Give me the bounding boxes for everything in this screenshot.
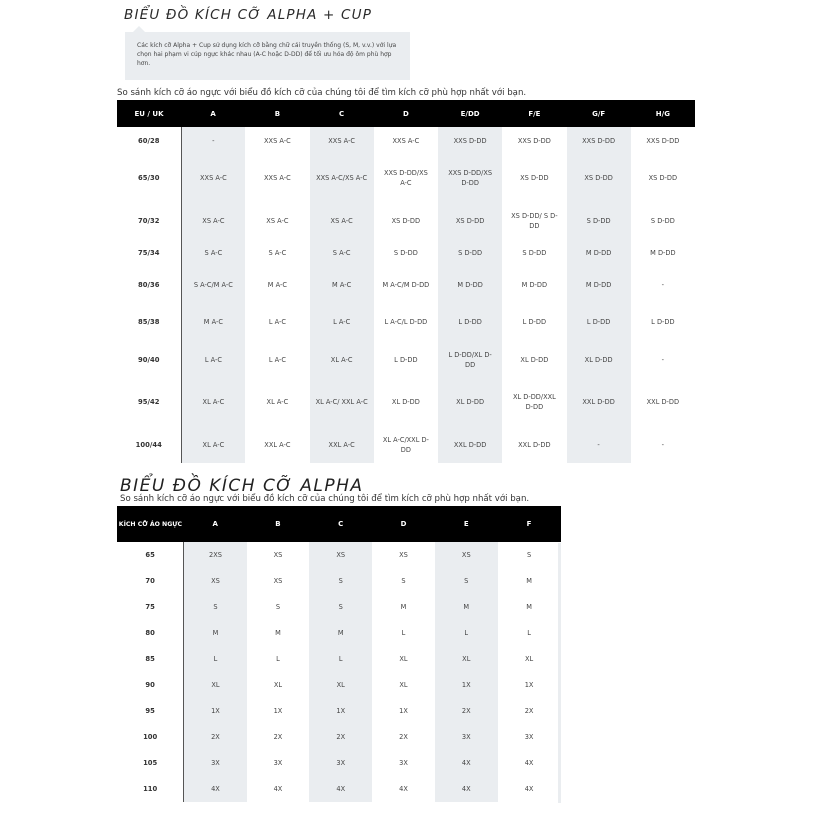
size-cell: XXL D-DD [438,426,502,463]
size-cell: M A-C [267,281,287,289]
size-cell: 4X [309,776,372,802]
table-row [117,127,695,154]
size-cell: 2X [435,698,498,724]
table-row [117,542,561,568]
size-cell: L A-C [181,341,245,378]
size-cell: XL [184,672,247,698]
band-size-cell: 65/30 [117,154,181,202]
size-cell: XXL A-C [310,426,374,463]
size-cell: S [275,603,281,611]
size-cell: XS [399,551,408,559]
size-cell: L A-C/L D-DD [384,318,428,326]
table-header-row [117,100,695,127]
size-cell: 2X [399,733,408,741]
size-cell: - [567,426,631,463]
size-cell: L D-DD [567,303,631,341]
band-size-cell: 85 [117,646,184,672]
size-cell: 3X [273,759,283,767]
size-cell: L D-DD [394,355,418,364]
size-cell: XXL A-C [264,440,291,449]
size-cell: - [181,127,245,154]
size-cell: M D-DD [521,281,548,289]
band-size-cell: 75/34 [117,239,181,267]
band-size-cell: 85/38 [117,303,181,341]
size-cell: L A-C [310,303,374,341]
column-header: D [374,100,438,127]
size-cell: XL [435,646,498,672]
size-cell: 2X [184,724,247,750]
size-cell: 3X [524,733,534,741]
column-header: B [245,100,309,127]
band-size-cell: 70 [117,568,184,594]
size-cell: XS D-DD [391,216,421,225]
size-cell: XXS A-C [310,127,374,154]
size-cell: S D-DD [393,249,418,257]
size-cell: 4X [273,785,283,793]
band-size-cell: 90 [117,672,184,698]
size-cell: XS A-C [310,202,374,239]
size-cell: M D-DD [650,249,676,257]
column-header: H/G [631,100,695,127]
size-cell: 1X [273,707,283,715]
table-row [117,267,695,303]
size-cell: 2X [273,733,283,741]
size-cell: S [309,594,372,620]
size-cell: L [184,646,247,672]
size-cell: 1X [184,698,247,724]
column-header: EU / UK [117,100,181,127]
table-row [117,750,561,776]
size-cell: XL [399,655,408,663]
size-cell: M D-DD [438,267,502,303]
size-cell: XL A-C [181,378,245,426]
table-row [117,239,695,267]
size-cell: L [309,646,372,672]
column-header: C [309,506,372,542]
size-cell: XS [309,542,372,568]
size-cell: 3X [435,724,498,750]
table-row [117,426,695,463]
table-row [117,724,561,750]
size-cell: 2X [524,707,534,715]
band-size-cell: 110 [117,776,184,802]
size-cell: 1X [524,681,534,689]
size-cell: XXS A-C [181,154,245,202]
size-cell: XL [524,655,534,663]
size-cell: XXL D-DD [646,398,680,406]
size-cell: XS D-DD [520,174,549,182]
size-cell: 1X [435,672,498,698]
column-header: C [310,100,374,127]
size-cell: 4X [524,785,534,793]
size-cell: L A-C [268,318,286,326]
size-cell: XS D-DD [438,202,502,239]
size-cell: XS D-DD [567,154,631,202]
size-cell: M [309,620,372,646]
size-cell: XS [273,577,283,585]
size-cell: XXS D-DD [646,136,680,145]
size-cell: XXL D-DD [518,440,551,449]
table-row [117,698,561,724]
column-header: A [184,506,247,542]
band-size-cell: 75 [117,594,184,620]
size-cell: - [661,355,665,364]
size-cell: 3X [309,750,372,776]
size-cell: XL D-DD/XXL D-DD [512,393,556,411]
size-cell: XL A-C [310,341,374,378]
band-size-cell: 70/32 [117,202,181,239]
size-cell: XL D-DD [438,378,502,426]
size-cell: 2XS [184,542,247,568]
size-cell: XXS D-DD/XS D-DD [438,154,502,202]
size-cell: L [401,629,406,637]
size-cell: L D-DD [651,318,675,326]
size-cell: XXS D-DD [438,127,502,154]
size-cell: M D-DD [567,267,631,303]
size-cell: XS [184,568,247,594]
size-cell: S D-DD [522,249,547,257]
table-row [117,672,561,698]
column-header: E [435,506,498,542]
table-row [117,202,695,239]
size-cell: XL A-C/ XXL A-C [310,378,374,426]
size-cell: S [401,577,406,585]
size-cell: S D-DD [438,239,502,267]
size-cell: XS D-DD [648,174,678,182]
table-row [117,646,561,672]
band-size-cell: 80/36 [117,267,181,303]
size-cell: XS [435,542,498,568]
column-header: F [498,506,561,542]
size-cell: S A-C [268,249,287,257]
alpha-chart-title: BIỂU ĐỒ KÍCH CỠ ALPHA [120,476,364,496]
alpha-cup-info-box: Các kích cỡ Alpha + Cup sử dụng kích cỡ bằng chữ cái truyền thống (S, M, v.v.) với lựa chọn hai phạm vi cúp ngực khác nhau (A-C hoặc D-DD) để tối ưu hóa độ ôm phù hợp hơn. [125,32,410,80]
alpha-cup-size-table [117,100,696,463]
alpha-chart-subtitle: So sánh kích cỡ áo ngực với biểu đồ kích cỡ của chúng tôi để tìm kích cỡ phù hợp nhất với bạn. [120,494,530,504]
size-cell: L D-DD/XL D-DD [438,341,502,378]
size-cell: XXS A-C [264,136,291,145]
size-cell: XL A-C/XXL D-DD [382,435,429,454]
size-cell: L [276,655,280,663]
size-cell: XL D-DD [520,355,549,364]
size-cell: XL A-C [266,398,289,406]
band-size-cell: 90/40 [117,341,181,378]
size-cell: M [526,577,532,585]
size-cell: XL [309,672,372,698]
band-size-cell: 95 [117,698,184,724]
size-cell: 3X [184,750,247,776]
size-cell: S [526,551,532,559]
size-cell: S D-DD [650,216,675,225]
column-header: A [181,100,245,127]
size-cell: XS A-C [181,202,245,239]
size-cell: XS A-C [266,216,289,225]
size-cell: XXS D-DD [517,136,551,145]
size-cell: XL [273,681,283,689]
column-header: G/F [567,100,631,127]
size-cell: XXS A-C/XS A-C [310,154,374,202]
column-header: F/E [502,100,566,127]
size-cell: XXS A-C [264,174,291,182]
size-cell: S D-DD [567,202,631,239]
size-cell: - [661,440,665,449]
size-cell: S [435,568,498,594]
table-row [117,303,695,341]
size-cell: 1X [399,707,408,715]
size-cell: L [527,629,531,637]
size-cell: XXS A-C [392,136,420,145]
table-row [117,568,561,594]
band-size-cell: 105 [117,750,184,776]
table-row [117,776,561,802]
size-cell: 4X [435,750,498,776]
band-size-cell: 95/42 [117,378,181,426]
table-header-row [117,506,561,542]
size-cell: M A-C [181,303,245,341]
size-cell: XS [273,551,283,559]
column-header: D [372,506,435,542]
table-row [117,594,561,620]
size-cell: S A-C [310,239,374,267]
size-cell: L D-DD [522,318,547,326]
size-cell: L D-DD [438,303,502,341]
size-cell: 4X [524,759,534,767]
column-header: KÍCH CỠ ÁO NGỰC [117,506,184,542]
band-size-cell: 100/44 [117,426,181,463]
size-cell: M [526,603,532,611]
size-cell: XXL D-DD [567,378,631,426]
size-cell: L [435,620,498,646]
size-cell: 2X [309,724,372,750]
size-cell: M A-C [310,267,374,303]
column-header: E/DD [438,100,502,127]
size-cell: XL D-DD [567,341,631,378]
size-cell: M [400,603,407,611]
size-cell: S A-C/M A-C [181,267,245,303]
band-size-cell: 100 [117,724,184,750]
alpha-cup-chart-title: BIỂU ĐỒ KÍCH CỠ ALPHA + CUP [124,7,373,23]
size-cell: 4X [435,776,498,802]
size-cell: 1X [309,698,372,724]
band-size-cell: 65 [117,542,184,568]
table-row [117,341,695,378]
band-size-cell: 60/28 [117,127,181,154]
size-cell: L A-C [268,355,286,364]
table-edge-divider [558,543,561,803]
size-cell: S A-C [181,239,245,267]
size-cell: XXS D-DD [567,127,631,154]
column-header: B [247,506,310,542]
size-cell: XL A-C [181,426,245,463]
alpha-size-table [117,506,561,802]
size-cell: M [184,620,247,646]
size-cell: M [275,629,281,637]
size-cell: S [309,568,372,594]
alpha-cup-subtitle: So sánh kích cỡ áo ngực với biểu đồ kích cỡ của chúng tôi để tìm kích cỡ phù hợp nhất với bạn. [117,88,527,98]
size-cell: XXS D-DD/XS A-C [383,169,428,187]
band-size-cell: 80 [117,620,184,646]
size-cell: XL [399,681,408,689]
size-cell: XS D-DD/ S D-DD [511,211,558,230]
size-cell: M [435,594,498,620]
table-row [117,620,561,646]
size-cell: XL D-DD [391,398,420,406]
size-cell: M A-C/M D-DD [382,281,430,289]
size-cell: S [184,594,247,620]
size-cell: - [661,281,665,289]
size-cell: 3X [399,759,408,767]
size-cell: 4X [399,785,408,793]
size-cell: M D-DD [567,239,631,267]
size-cell: 4X [184,776,247,802]
table-row [117,154,695,202]
table-row [117,378,695,426]
